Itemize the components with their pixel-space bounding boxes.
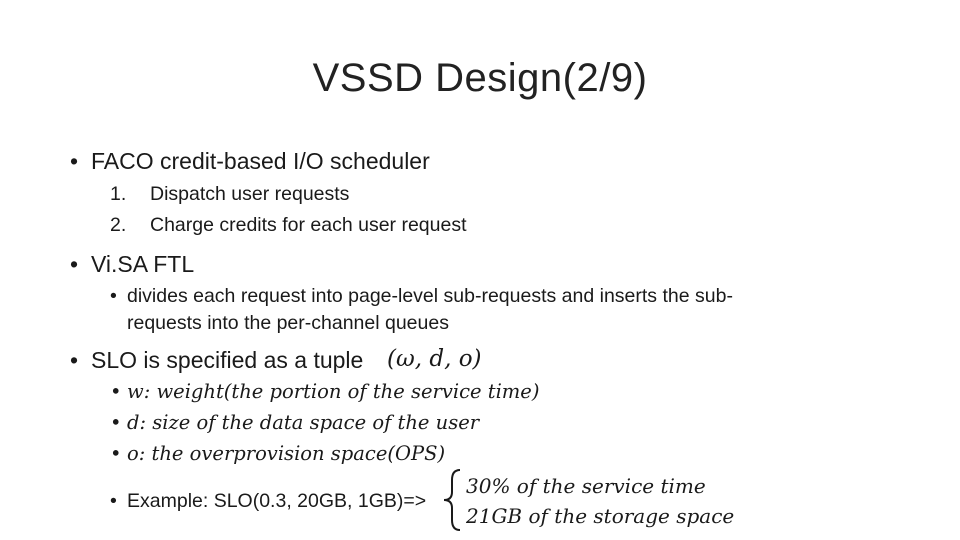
item-text: Charge credits for each user request [150,214,467,236]
sub-bullet-text-line1: divides each request into page-level sub-requests and inserts the sub- [127,285,733,307]
bullet-marker: • [110,490,117,512]
bullet-marker: • [70,148,79,174]
item-number: 2. [110,214,127,236]
bullet-marker: • [110,411,122,434]
slide-title: VSSD Design(2/9) [312,56,648,100]
bullet-marker: • [110,442,122,465]
sub-bullet-text: w: weight(the portion of the service time) [127,380,540,403]
sub-bullet-text: o: the overprovision space(OPS) [127,442,446,465]
bullet-marker: • [110,380,122,403]
bullet-marker: • [70,251,79,277]
left-brace-icon [440,468,464,532]
bullet-text: SLO is specified as a tuple [91,347,364,373]
bullet-text: Vi.SA FTL [91,251,195,277]
item-number: 1. [110,183,127,205]
bullet-marker: • [70,347,79,373]
item-text: Dispatch user requests [150,183,350,205]
sub-bullet-text: d: size of the data space of the user [127,411,480,434]
bullet-text: FACO credit-based I/O scheduler [91,148,430,174]
example-text: Example: SLO(0.3, 20GB, 1GB)=> [127,490,427,512]
case-line-1: 30% of the service time [466,474,706,498]
sub-bullet-text-line2: requests into the per-channel queues [127,312,449,334]
slo-tuple: (ω, d, o) [387,346,482,372]
case-line-2: 21GB of the storage space [466,504,735,528]
bullet-marker: • [110,285,117,307]
